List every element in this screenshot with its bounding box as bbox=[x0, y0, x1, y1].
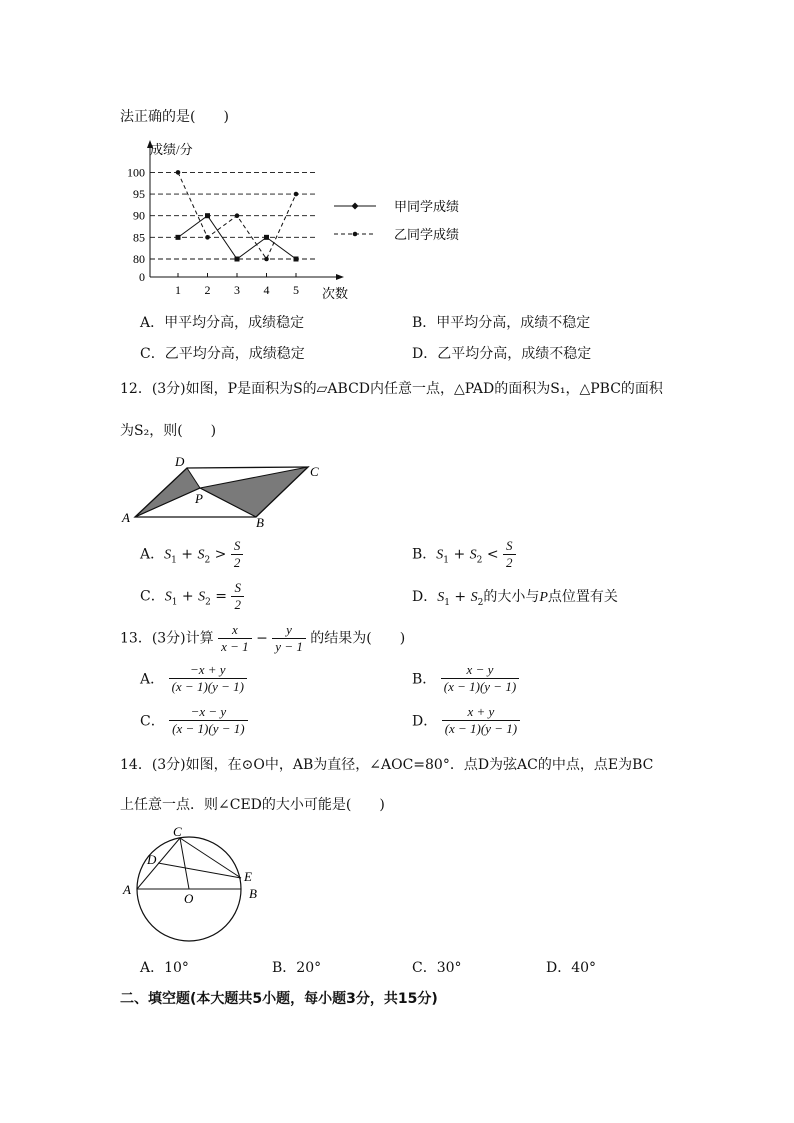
q13-stem: 13．(3分)计算 $\frac{x}{x - 1}$ − $\frac{y}{y - 1}$ 的结果为( ) bbox=[120, 622, 406, 654]
series-1-point bbox=[205, 213, 210, 218]
series-1-point bbox=[294, 257, 299, 262]
q11-option-b: B．甲平均分高，成绩不稳定 bbox=[412, 315, 591, 331]
legend-label-2: 乙同学成绩 bbox=[394, 227, 460, 242]
section-2-heading: 二、填空题(本大题共5小题，每小题3分，共15分) bbox=[120, 991, 438, 1007]
y-axis-label: 成绩/分 bbox=[150, 142, 193, 157]
label-d: D bbox=[147, 852, 157, 867]
q12-stem-line1: 12．(3分)如图，P是面积为S的▱ABCD内任意一点，△PAD的面积为S₁，△PBC的面积 bbox=[120, 381, 663, 397]
y-tick-label: 85 bbox=[133, 230, 145, 245]
q11-stem-tail: 法正确的是( ) bbox=[120, 109, 229, 125]
q14-circle-figure bbox=[118, 822, 268, 952]
q13-option-b: B． $\frac{x - y}{(x - 1)(y - 1)}$ bbox=[412, 662, 519, 695]
label-a: A bbox=[123, 882, 131, 897]
series-1-point bbox=[264, 235, 269, 240]
legend-label-1: 甲同学成绩 bbox=[394, 199, 460, 214]
q13-option-d: D． $\frac{x + y}{(x - 1)(y - 1)}$ bbox=[412, 704, 520, 737]
series-1-point bbox=[176, 235, 181, 240]
x-axis-arrow bbox=[336, 274, 344, 280]
y-tick-label: 80 bbox=[133, 252, 145, 266]
q14-option-c: C．30° bbox=[412, 960, 462, 976]
x-tick-label: 3 bbox=[234, 283, 240, 297]
label-c: C bbox=[310, 464, 319, 479]
y-tick-label: 90 bbox=[133, 208, 145, 223]
q13-option-a: A． $\frac{-x + y}{(x - 1)(y - 1)}$ bbox=[140, 662, 247, 695]
q14-option-d: D．40° bbox=[546, 960, 597, 976]
label-e: E bbox=[244, 869, 252, 884]
segment-oc bbox=[180, 838, 189, 889]
series-2-point bbox=[235, 213, 240, 218]
series-2-point bbox=[264, 257, 269, 262]
segment-de bbox=[158, 863, 241, 878]
q14-option-a: A．10° bbox=[140, 960, 189, 976]
label-o: O bbox=[184, 891, 194, 906]
x-tick-label: 2 bbox=[204, 283, 211, 297]
legend-marker-2 bbox=[353, 232, 358, 237]
triangle-pbc-shaded bbox=[200, 467, 308, 517]
label-a: A bbox=[122, 510, 130, 525]
label-d: D bbox=[175, 454, 185, 469]
label-p: P bbox=[195, 491, 203, 506]
q11-option-a: A．甲平均分高，成绩稳定 bbox=[140, 315, 305, 331]
series-2-point bbox=[176, 170, 181, 175]
q12-option-c: C．$S_1 + S_2$ = $\frac{S}{2}$ bbox=[140, 580, 244, 613]
x-tick-label: 5 bbox=[293, 283, 299, 297]
q14-stem-line1: 14．(3分)如图，在⊙O中，AB为直径，∠AOC=80°．点D为弦AC的中点，点E为BC bbox=[120, 757, 654, 773]
label-b: B bbox=[249, 886, 257, 901]
q11-line-chart bbox=[110, 136, 490, 306]
series-2-point bbox=[294, 192, 299, 197]
y-tick-label: 95 bbox=[133, 187, 145, 202]
series-2-point bbox=[205, 235, 210, 240]
q12-option-a: A．$S_1 + S_2$ > $\frac{S}{2}$ bbox=[140, 538, 243, 571]
q12-option-d: D．$S_1 + S_2$的大小与P点位置有关 bbox=[412, 589, 618, 608]
q12-stem-line2: 为S₂，则( ) bbox=[120, 423, 217, 439]
label-b: B bbox=[256, 515, 264, 530]
series-1-point bbox=[235, 257, 240, 262]
q12-parallelogram-figure bbox=[118, 452, 333, 532]
y-tick-label: 100 bbox=[127, 165, 145, 180]
x-axis-label: 次数 bbox=[322, 286, 349, 301]
legend-marker-1 bbox=[352, 203, 359, 210]
y-tick-label: 0 bbox=[139, 270, 145, 284]
label-c: C bbox=[173, 824, 182, 839]
q11-option-c: C．乙平均分高，成绩稳定 bbox=[140, 346, 305, 362]
x-tick-label: 1 bbox=[175, 283, 181, 297]
q13-option-c: C． $\frac{-x - y}{(x - 1)(y - 1)}$ bbox=[140, 704, 248, 737]
q12-option-b: B．$S_1 + S_2$ < $\frac{S}{2}$ bbox=[412, 538, 516, 571]
x-tick-label: 4 bbox=[263, 283, 270, 297]
q11-option-d: D．乙平均分高，成绩不稳定 bbox=[412, 346, 592, 362]
q14-option-b: B．20° bbox=[272, 960, 322, 976]
q14-stem-line2: 上任意一点．则∠CED的大小可能是( ) bbox=[120, 797, 385, 813]
